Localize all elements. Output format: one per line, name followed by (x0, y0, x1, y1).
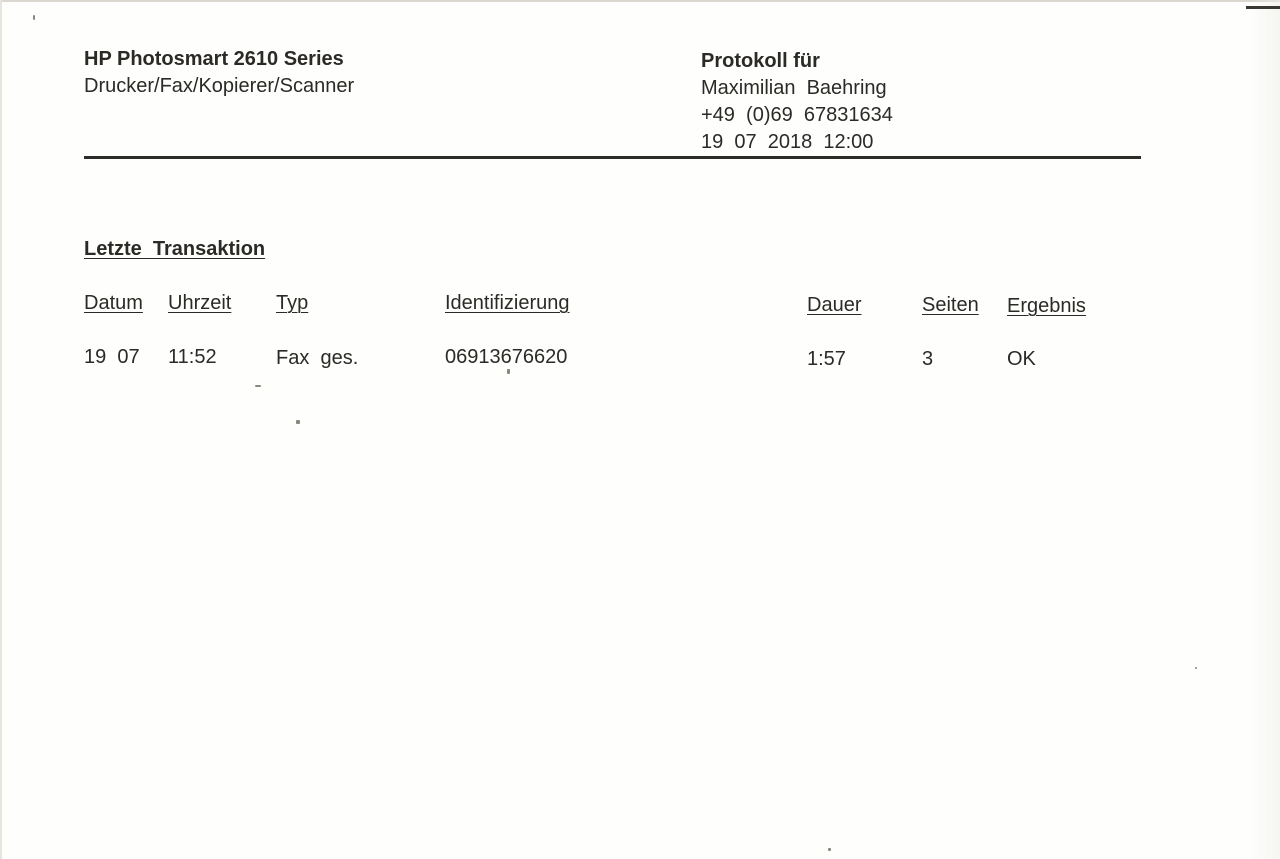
scan-speck (507, 369, 510, 374)
cell-seiten: 3 (922, 348, 934, 370)
scan-edge-mark (1246, 6, 1280, 9)
report-datetime: 19 07 2018 12:00 (701, 131, 874, 153)
scan-speck (255, 385, 261, 387)
column-header-dauer: Dauer (807, 294, 862, 316)
column-header-ergebnis: Ergebnis (1007, 295, 1086, 317)
scan-speck (1195, 667, 1197, 669)
report-title: Protokoll für (701, 50, 820, 72)
header-divider (84, 156, 1141, 159)
cell-ergebnis: OK (1007, 348, 1036, 370)
cell-dauer: 1:57 (807, 348, 846, 370)
cell-uhrzeit: 11:52 (168, 346, 217, 368)
column-header-seiten: Seiten (922, 294, 979, 316)
cell-typ: Fax ges. (276, 347, 359, 369)
column-header-uhrzeit: Uhrzeit (168, 292, 232, 314)
column-header-datum: Datum (84, 292, 143, 314)
device-name: HP Photosmart 2610 Series (84, 48, 344, 70)
scan-speck (33, 15, 35, 20)
cell-datum: 19 07 (84, 346, 140, 368)
scan-edge-left (0, 0, 2, 859)
section-title: Letzte Transaktion (84, 238, 266, 260)
cell-identifizierung: 06913676620 (445, 346, 568, 368)
column-header-identifizierung: Identifizierung (445, 292, 570, 314)
scan-speck (828, 848, 831, 851)
fax-number: +49 (0)69 67831634 (701, 104, 893, 126)
device-type: Drucker/Fax/Kopierer/Scanner (84, 75, 355, 97)
scan-shade-right (1248, 0, 1280, 859)
column-header-typ: Typ (276, 292, 309, 314)
scan-edge-top (0, 0, 1280, 2)
scan-speck (296, 420, 300, 424)
owner-name: Maximilian Baehring (701, 77, 887, 99)
